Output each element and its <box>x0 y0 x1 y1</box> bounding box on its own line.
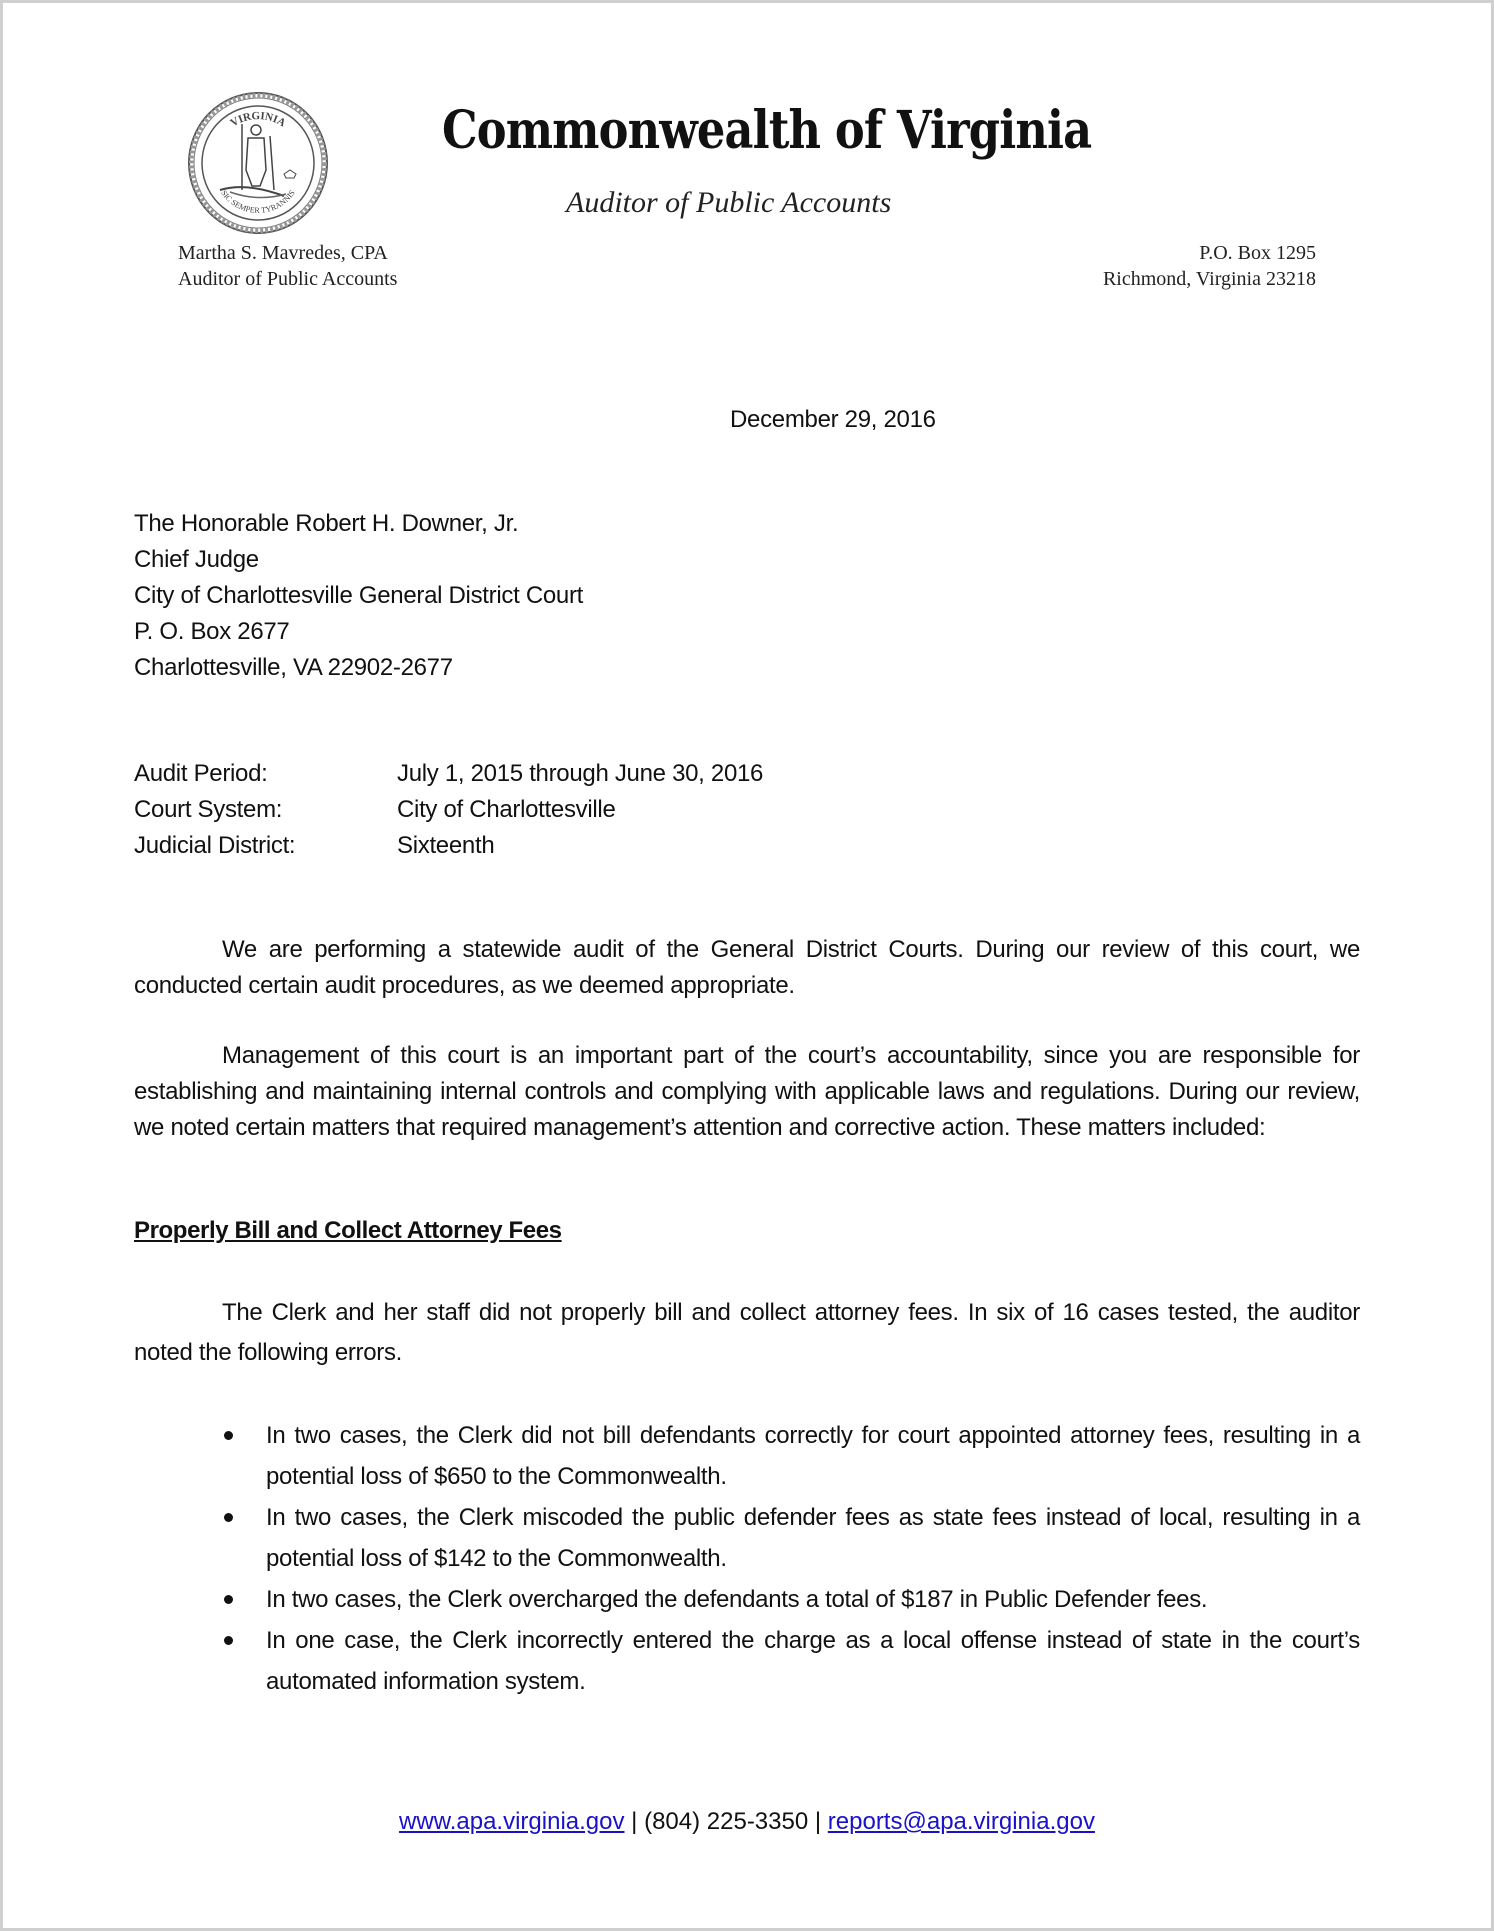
office-city: Richmond, Virginia 23218 <box>1102 268 1316 290</box>
audit-period-row <box>134 756 763 792</box>
finding-item: In one case, the Clerk incorrectly entered the charge as a local offense instead of state in the court’s automated information system. <box>224 1620 1360 1702</box>
auditor-block <box>178 240 397 292</box>
office-address-block <box>1103 240 1316 292</box>
meta-value: July 1, 2015 through June 30, 2016 <box>397 760 764 787</box>
website-link[interactable]: www.apa.virginia.gov <box>399 1808 625 1835</box>
judicial-district-row <box>134 828 763 864</box>
court-system-row <box>134 792 763 828</box>
section-heading: Properly Bill and Collect Attorney Fees <box>134 1217 562 1244</box>
section-intro: The Clerk and her staff did not properly bill and collect attorney fees. In six of 16 cases tested, the auditor noted the following errors. <box>134 1299 1360 1366</box>
email-link[interactable]: reports@apa.virginia.gov <box>827 1808 1095 1835</box>
paragraph-intro: We are performing a statewide audit of the General District Courts. During our review of this court, we conducted certain audit procedures, as we deemed appropriate. <box>134 936 1360 999</box>
bullet-icon <box>224 1513 233 1522</box>
bullet-icon <box>224 1595 233 1604</box>
recipient-line: Charlottesville, VA 22902-2677 <box>134 654 453 681</box>
finding-item: In two cases, the Clerk overcharged the defendants a total of $187 in Public Defender fees. <box>224 1579 1360 1620</box>
recipient-line: City of Charlottesville General District Court <box>134 582 584 609</box>
recipient-line: The Honorable Robert H. Downer, Jr. <box>134 510 519 537</box>
auditor-name: Martha S. Mavredes, CPA <box>178 242 388 264</box>
meta-label: Court System: <box>134 796 283 823</box>
recipient-line: P. O. Box 2677 <box>134 618 290 645</box>
footer-separator: | <box>631 1808 638 1835</box>
footer-phone: (804) 225-3350 <box>644 1808 809 1835</box>
letter-date: December 29, 2016 <box>730 406 936 433</box>
office-po-box: P.O. Box 1295 <box>1199 242 1316 264</box>
meta-label: Judicial District: <box>134 832 296 859</box>
svg-text:VIRGINIA: VIRGINIA <box>228 109 288 130</box>
virginia-state-seal-icon <box>186 90 330 236</box>
footer-separator: | <box>814 1808 822 1835</box>
auditor-title: Auditor of Public Accounts <box>178 268 398 290</box>
svg-text:SIC SEMPER TYRANNIS: SIC SEMPER TYRANNIS <box>219 188 297 215</box>
meta-label: Audit Period: <box>134 760 268 787</box>
letterhead-title: Commonwealth of Virginia <box>442 100 1092 161</box>
meta-value: Sixteenth <box>397 832 495 859</box>
bullet-icon <box>224 1636 233 1645</box>
bullet-icon <box>224 1431 233 1440</box>
findings-list <box>224 1415 1360 1702</box>
paragraph-management: Management of this court is an important part of the court’s accountability, since you are responsible for establishing and maintaining internal controls and complying with applicable laws and regulations. During our review, we noted certain matters that required management’s attention and corrective action. These matters included: <box>134 1042 1360 1141</box>
recipient-line: Chief Judge <box>134 546 259 573</box>
letterhead-subtitle: Auditor of Public Accounts <box>566 186 892 219</box>
audit-info <box>134 756 763 864</box>
footer <box>0 1808 1494 1836</box>
finding-item: In two cases, the Clerk miscoded the public defender fees as state fees instead of local, resulting in a potential loss of $142 to the Commonwealth. <box>224 1497 1360 1579</box>
finding-item: In two cases, the Clerk did not bill defendants correctly for court appointed attorney fees, resulting in a potential loss of $650 to the Commonwealth. <box>224 1415 1360 1497</box>
recipient-address <box>134 506 583 686</box>
meta-value: City of Charlottesville <box>397 796 616 823</box>
